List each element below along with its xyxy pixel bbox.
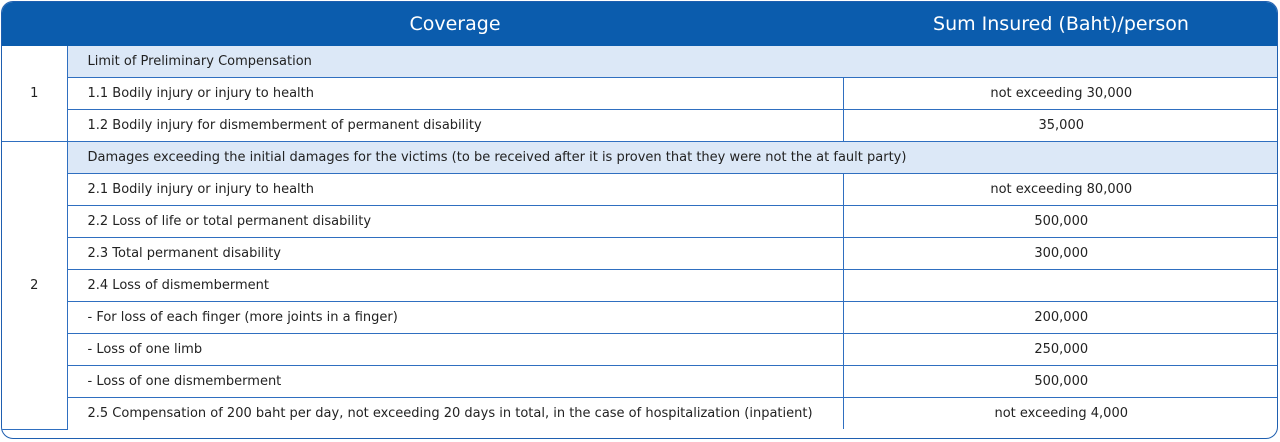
sum-insured-value: 500,000 xyxy=(843,366,1278,398)
table-row xyxy=(2,366,1278,398)
header-sum-insured: Sum Insured (Baht)/person xyxy=(843,2,1278,46)
table-row xyxy=(2,302,1278,334)
coverage-item: 1.1 Bodily injury or injury to health xyxy=(67,78,843,110)
coverage-item: 2.4 Loss of dismemberment xyxy=(67,270,843,302)
sum-insured-value: not exceeding 80,000 xyxy=(843,174,1278,206)
sum-insured-value: not exceeding 4,000 xyxy=(843,398,1278,430)
section-title: Damages exceeding the initial damages for the victims (to be received after it is proven that they were not the at fault party) xyxy=(67,142,1278,174)
coverage-table-container xyxy=(1,1,1278,439)
table-row xyxy=(2,78,1278,110)
header-coverage: Coverage xyxy=(67,2,843,46)
coverage-table xyxy=(2,2,1278,430)
coverage-item: 2.3 Total permanent disability xyxy=(67,238,843,270)
section-title-row xyxy=(2,46,1278,78)
table-row xyxy=(2,110,1278,142)
table-row xyxy=(2,334,1278,366)
coverage-item: - Loss of one limb xyxy=(67,334,843,366)
coverage-item: 2.1 Bodily injury or injury to health xyxy=(67,174,843,206)
sum-insured-value: not exceeding 30,000 xyxy=(843,78,1278,110)
table-row xyxy=(2,238,1278,270)
coverage-item: - Loss of one dismemberment xyxy=(67,366,843,398)
sum-insured-value: 35,000 xyxy=(843,110,1278,142)
coverage-item: 1.2 Bodily injury for dismemberment of permanent disability xyxy=(67,110,843,142)
section-title-row xyxy=(2,142,1278,174)
section-number: 2 xyxy=(2,142,67,430)
coverage-item: - For loss of each finger (more joints in a finger) xyxy=(67,302,843,334)
table-row xyxy=(2,398,1278,430)
coverage-item: 2.5 Compensation of 200 baht per day, not exceeding 20 days in total, in the case of hospitalization (inpatient) xyxy=(67,398,843,430)
header-number xyxy=(2,2,67,46)
sum-insured-value: 250,000 xyxy=(843,334,1278,366)
table-row xyxy=(2,174,1278,206)
table-row xyxy=(2,206,1278,238)
section-number: 1 xyxy=(2,46,67,142)
sum-insured-value: 300,000 xyxy=(843,238,1278,270)
section-title: Limit of Preliminary Compensation xyxy=(67,46,1278,78)
sum-insured-value: 200,000 xyxy=(843,302,1278,334)
table-row xyxy=(2,270,1278,302)
sum-insured-value: 500,000 xyxy=(843,206,1278,238)
sum-insured-value xyxy=(843,270,1278,302)
table-header-row xyxy=(2,2,1278,46)
coverage-item: 2.2 Loss of life or total permanent disability xyxy=(67,206,843,238)
